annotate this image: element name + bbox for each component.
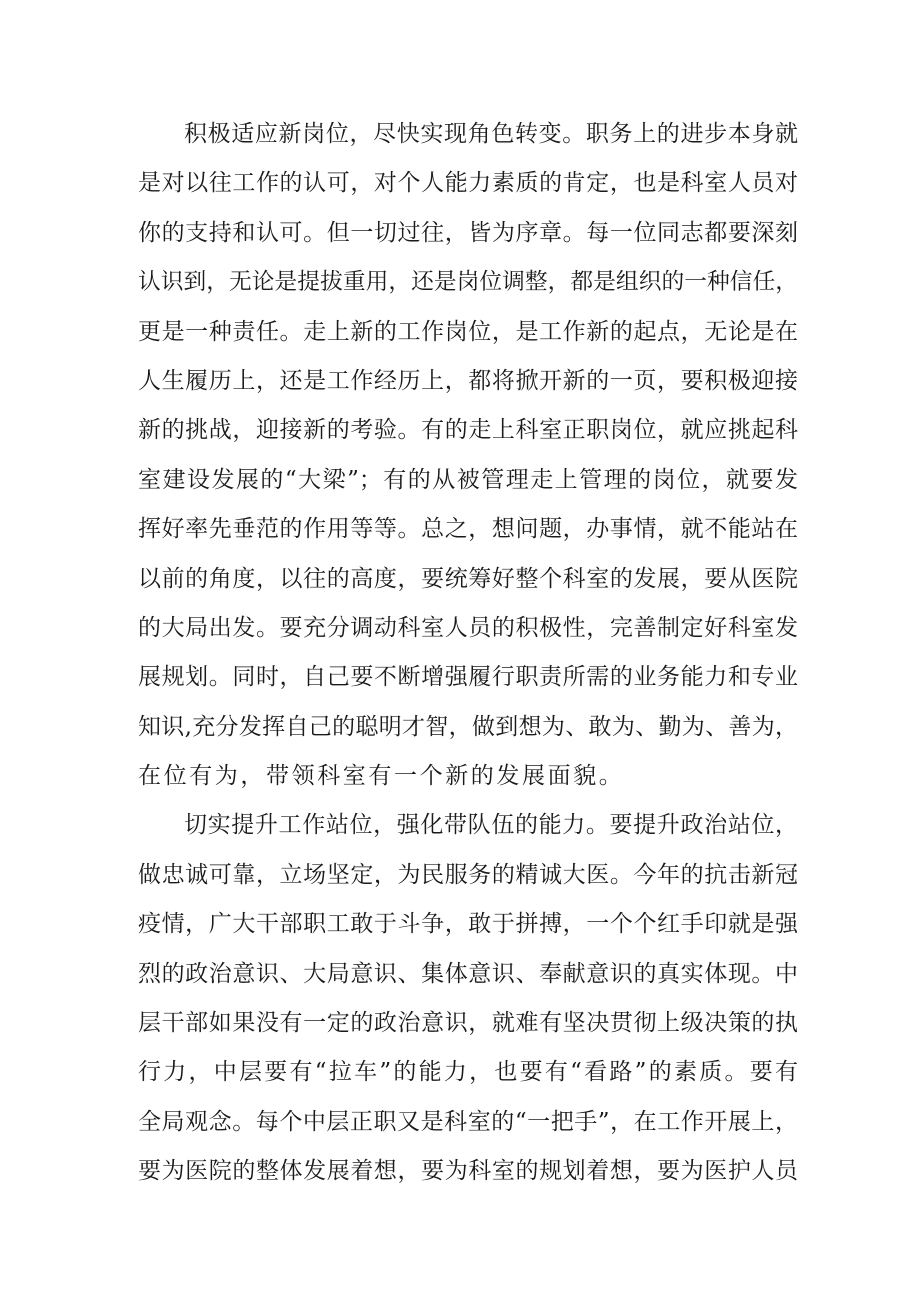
text-line: 积极适应新岗位，尽快实现角色转变。职务上的进步本身就	[184, 121, 798, 147]
text-line: 展规划。同时，自己要不断增强履行职责所需的业务能力和专业	[138, 664, 798, 691]
text-line: 的大局出发。要充分调动科室人员的积极性，完善制定好科室发	[138, 614, 798, 641]
text-line: 室建设发展的“大梁”；有的从被管理走上管理的岗位，就要发	[138, 466, 798, 493]
text-line: 烈的政治意识、大局意识、集体意识、奉献意识的真实体现。中	[138, 960, 798, 987]
text-line: 你的支持和认可。但一切过往，皆为序章。每一位同志都要深刻	[138, 219, 798, 246]
text-line: 在位有为，带领科室有一个新的发展面貌。	[138, 763, 625, 790]
text-line: 做忠诚可靠，立场坚定，为民服务的精诚大医。今年的抗击新冠	[138, 861, 798, 888]
text-line: 行力，中层要有“拉车”的能力，也要有“看路”的素质。要有	[138, 1059, 798, 1086]
text-line: 层干部如果没有一定的政治意识，就难有坚决贯彻上级决策的执	[138, 1010, 798, 1037]
text-line: 人生履历上，还是工作经历上，都将掀开新的一页，要积极迎接	[138, 367, 798, 394]
paragraph-2	[138, 801, 798, 1196]
text-line: 挥好率先垂范的作用等等。总之，想问题，办事情，就不能站在	[138, 516, 798, 543]
paragraph-1	[138, 110, 798, 801]
text-line: 是对以往工作的认可，对个人能力素质的肯定，也是科室人员对	[138, 170, 798, 197]
text-line: 要为医院的整体发展着想，要为科室的规划着想，要为医护人员	[138, 1158, 798, 1185]
text-line: 认识到，无论是提拔重用，还是岗位调整，都是组织的一种信任，	[138, 269, 798, 296]
text-line: 新的挑战，迎接新的考验。有的走上科室正职岗位，就应挑起科	[138, 417, 798, 444]
text-line: 更是一种责任。走上新的工作岗位，是工作新的起点，无论是在	[138, 318, 798, 345]
text-line: 全局观念。每个中层正职又是科室的“一把手”，在工作开展上，	[138, 1108, 798, 1135]
text-line: 以前的角度，以往的高度，要统筹好整个科室的发展，要从医院	[138, 565, 798, 592]
text-line: 疫情，广大干部职工敢于斗争，敢于拼搏，一个个红手印就是强	[138, 911, 798, 938]
text-line: 知识,充分发挥自己的聪明才智，做到想为、敢为、勤为、善为，	[138, 713, 798, 740]
document-body	[138, 110, 798, 1197]
text-line: 切实提升工作站位，强化带队伍的能力。要提升政治站位，	[184, 812, 798, 839]
